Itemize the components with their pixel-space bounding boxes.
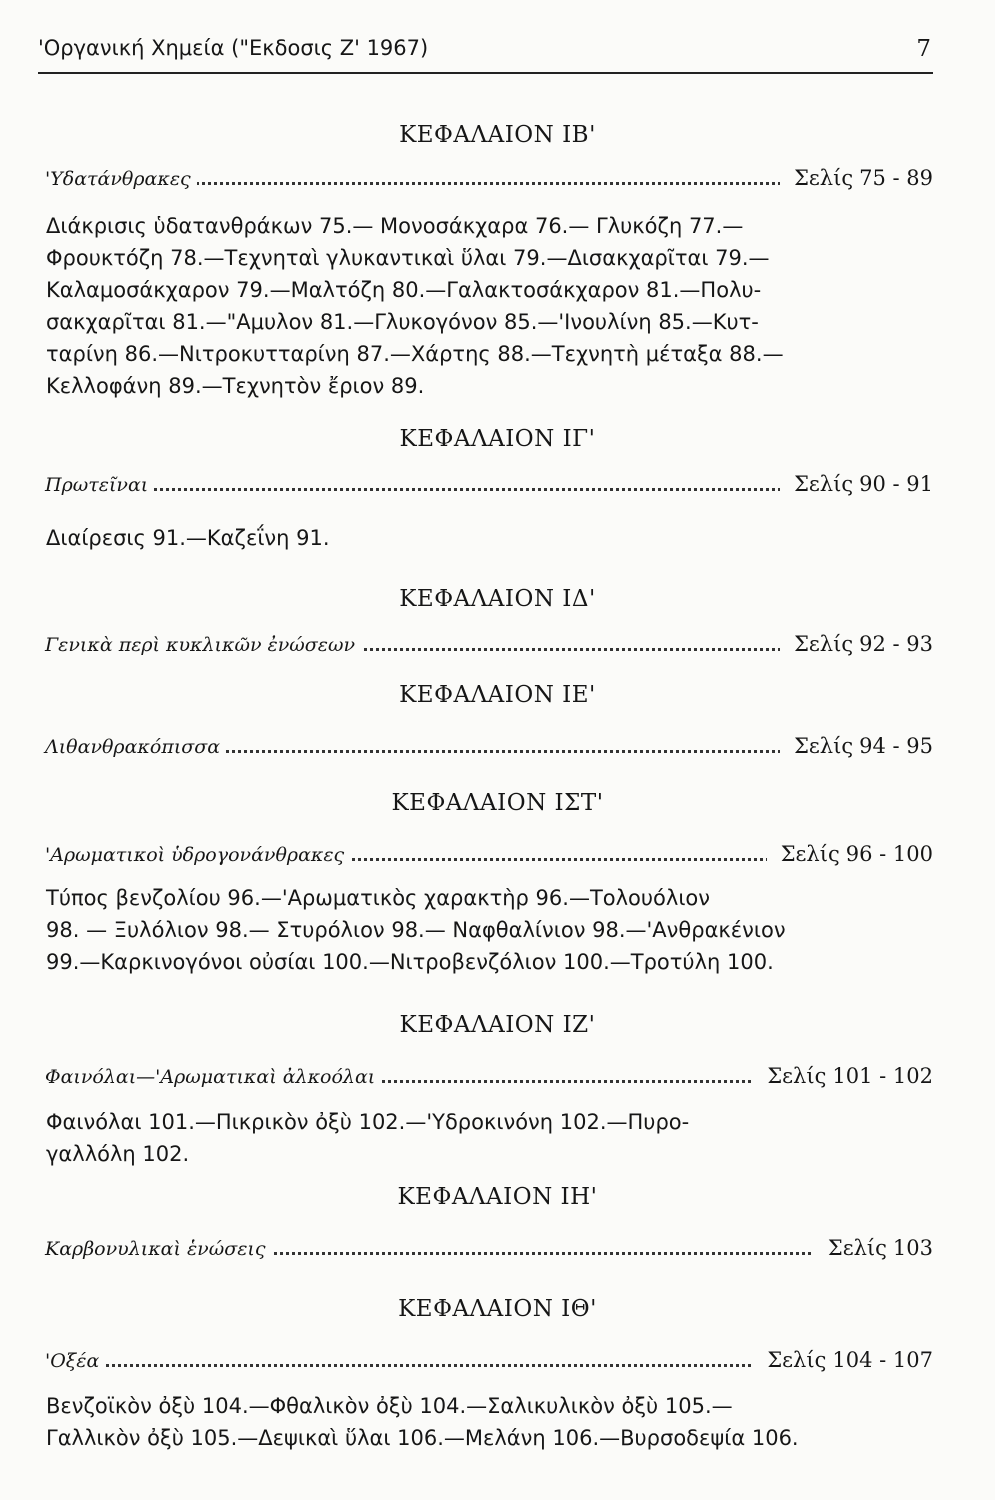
contents-line: Φρουκτόζη 78.—Τεχνηταὶ γλυκαντικαὶ ὕλαι 79.—Δισακχαρῖται 79.—: [46, 246, 770, 270]
pages-label: Σελίς: [794, 632, 854, 656]
page-range: 94 - 95: [859, 734, 933, 758]
toc-pages: [753, 1064, 933, 1088]
contents-line: γαλλόλη 102.: [46, 1142, 190, 1166]
chapter-heading: ΚΕΦΑΛΑΙΟΝ ΙΗ': [397, 1184, 598, 1210]
chapter-contents: [46, 210, 934, 402]
contents-line: 98. — Ξυλόλιον 98.— Στυρόλιον 98.— Ναφθαλίνιον 98.—'Ανθρακένιον: [46, 918, 786, 942]
toc-entry: [45, 736, 933, 766]
toc-pages: [814, 1236, 933, 1260]
page-range: 92 - 93: [859, 632, 933, 656]
page-range: 104 - 107: [832, 1348, 933, 1372]
contents-line: Βενζοϊκὸν ὀξὺ 104.—Φθαλικὸν ὀξὺ 104.—Σαλικυλικὸν ὀξὺ 105.—: [46, 1394, 733, 1418]
toc-pages: [753, 1348, 933, 1372]
pages-label: Σελίς: [794, 472, 854, 496]
chapter-heading: ΚΕΦΑΛΑΙΟΝ ΙΕ': [399, 682, 596, 708]
chapter-contents: [46, 1106, 934, 1170]
chapter-contents: [46, 882, 934, 978]
contents-line: σακχαρῖται 81.—"Αμυλον 81.—Γλυκογόνον 85.—'Ινουλίνη 85.—Κυτ-: [46, 310, 759, 334]
page-range: 90 - 91: [859, 472, 933, 496]
toc-topic: Πρωτεῖναι: [45, 474, 154, 496]
chapter-heading: ΚΕΦΑΛΑΙΟΝ ΙΔ': [399, 586, 596, 612]
page-range: 101 - 102: [832, 1064, 933, 1088]
pages-label: Σελίς: [794, 734, 854, 758]
contents-line: ταρίνη 86.—Νιτροκυτταρίνη 87.—Χάρτης 88.—Τεχνητὴ μέταξα 88.—: [46, 342, 784, 366]
chapter-heading: ΚΕΦΑΛΑΙΟΝ ΙΒ': [399, 122, 596, 148]
toc-entry: [45, 474, 933, 504]
toc-entry: [45, 168, 933, 198]
toc-pages: [780, 632, 933, 656]
contents-line: Φαινόλαι 101.—Πικρικὸν ὀξὺ 102.—'Υδροκινόνη 102.—Πυρο-: [46, 1110, 690, 1134]
toc-entry: [45, 1350, 933, 1380]
toc-entry: [45, 1066, 933, 1096]
page-range: 96 - 100: [845, 842, 933, 866]
page-number: 7: [916, 36, 931, 62]
toc-entry: [45, 1238, 933, 1268]
chapter-contents: [46, 522, 934, 554]
toc-pages: [780, 734, 933, 758]
toc-pages: [767, 842, 933, 866]
toc-topic: 'Υδατάνθρακες: [45, 168, 197, 190]
page-range: 103: [892, 1236, 933, 1260]
pages-label: Σελίς: [794, 166, 854, 190]
toc-topic: Φαινόλαι—'Αρωματικαὶ ἀλκοόλαι: [45, 1066, 381, 1088]
toc-entry: [45, 634, 933, 664]
toc-topic: Καρβονυλικαὶ ἑνώσεις: [45, 1238, 272, 1260]
toc-topic: 'Αρωματικοὶ ὑδρογονάνθρακες: [45, 844, 350, 866]
pages-label: Σελίς: [827, 1236, 887, 1260]
contents-line: Διαίρεσις 91.—Καζεΐνη 91.: [46, 526, 330, 550]
contents-line: 99.—Καρκινογόνοι οὐσίαι 100.—Νιτροβενζόλιον 100.—Τροτύλη 100.: [46, 950, 774, 974]
toc-pages: [780, 472, 933, 496]
running-header: [38, 36, 933, 74]
toc-topic: Γενικὰ περὶ κυκλικῶν ἐνώσεων: [45, 634, 361, 656]
pages-label: Σελίς: [767, 1348, 827, 1372]
chapter-heading: ΚΕΦΑΛΑΙΟΝ ΙΓ': [399, 426, 596, 452]
chapter-contents: [46, 1390, 934, 1454]
toc-topic: Λιθανθρακόπισσα: [45, 736, 226, 758]
toc-topic: 'Οξέα: [45, 1350, 105, 1372]
contents-line: Διάκρισις ὑδατανθράκων 75.— Μονοσάκχαρα 76.— Γλυκόζη 77.—: [46, 214, 744, 238]
contents-line: Τύπος βενζολίου 96.—'Αρωματικὸς χαρακτὴρ 96.—Τολουόλιον: [46, 886, 711, 910]
pages-label: Σελίς: [780, 842, 840, 866]
page-range: 75 - 89: [859, 166, 933, 190]
toc-pages: [780, 166, 933, 190]
chapter-heading: ΚΕΦΑΛΑΙΟΝ ΙΖ': [399, 1012, 596, 1038]
contents-line: Κελλοφάνη 89.—Τεχνητὸν ἔριον 89.: [46, 374, 425, 398]
chapter-heading: ΚΕΦΑΛΑΙΟΝ ΙΘ': [398, 1296, 597, 1322]
toc-entry: [45, 844, 933, 874]
contents-line: Καλαμοσάκχαρον 79.—Μαλτόζη 80.—Γαλακτοσάκχαρον 81.—Πολυ-: [46, 278, 762, 302]
pages-label: Σελίς: [767, 1064, 827, 1088]
running-title: 'Οργανική Χημεία ("Εκδοσις Ζ' 1967): [38, 36, 429, 60]
chapter-heading: ΚΕΦΑΛΑΙΟΝ ΙΣΤ': [391, 790, 604, 816]
contents-line: Γαλλικὸν ὀξὺ 105.—Δεψικαὶ ὕλαι 106.—Μελάνη 106.—Βυρσοδεψία 106.: [46, 1426, 799, 1450]
